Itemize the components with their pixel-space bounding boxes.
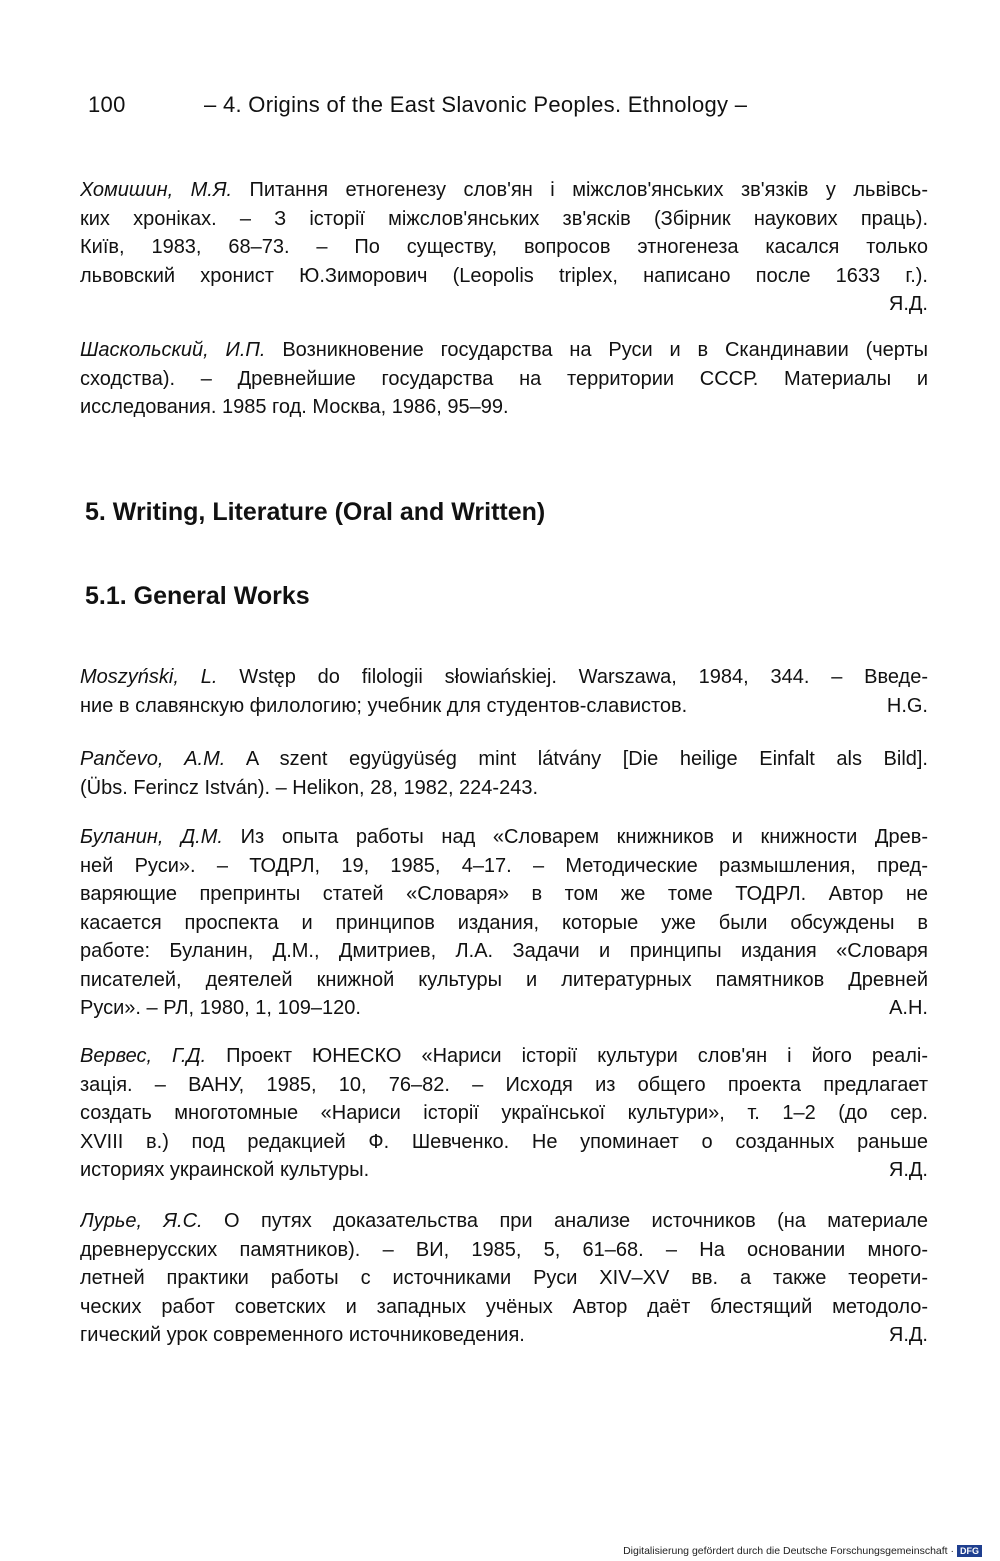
entry-text: Проект ЮНЕСКО «Нариси історії культури слов'ян і його реалі- <box>226 1045 928 1067</box>
entry-text: ческих работ советских и западных учёных Автор даёт блестящий методоло- <box>80 1295 928 1318</box>
entry-text: ние в славянскую филологию; учебник для студентов-славистов. <box>80 694 688 717</box>
reviewer-signature: Я.Д. <box>888 1324 928 1346</box>
entry-author: Хомишин, М.Я. <box>80 179 233 201</box>
entry-text: О путях доказательства при анализе источников (на материале <box>224 1210 928 1232</box>
bibliography-entry <box>80 663 928 720</box>
entry-text: Возникновение государства на Руси и в Скандинавии (черты <box>282 339 928 361</box>
entry-text: Київ, 1983, 68–73. – По существу, вопросов этногенеза касался только <box>80 236 928 258</box>
running-title: – 4. Origins of the East Slavonic Peoples. Ethnology – <box>204 92 748 117</box>
entry-author: Вервес, Г.Д. <box>80 1045 207 1067</box>
page-number: 100 <box>88 92 126 117</box>
bibliography-entry <box>80 823 928 1023</box>
reviewer-signature: H.G. <box>886 694 928 717</box>
entry-text: исследования. 1985 год. Москва, 1986, 95–99. <box>80 396 509 418</box>
entry-text: Питання етногенезу слов'ян і міжслов'янських зв'язків у львівсь- <box>249 179 928 201</box>
entry-text: сходства). – Древнейшие государства на территории СССР. Материалы и <box>80 367 928 390</box>
entry-author: Шаскольский, И.П. <box>80 339 266 361</box>
entry-author: Pančevo, A.M. <box>80 748 226 770</box>
bibliography-entry <box>80 176 928 319</box>
footer-text: Digitalisierung gefördert durch die Deutsche Forschungsgemeinschaft · <box>623 1545 954 1557</box>
bibliography-entry <box>80 1207 928 1350</box>
entry-text: Руси». – РЛ, 1980, 1, 109–120. <box>80 997 361 1019</box>
entry-text: Из опыта работы над «Словарем книжников и книжности Древ- <box>240 826 928 848</box>
entry-text: историях украинской культуры. <box>80 1159 370 1181</box>
entry-text: (Übs. Ferincz István). – Helikon, 28, 1982, 224-243. <box>80 776 539 799</box>
bibliography-entry <box>80 1042 928 1185</box>
subsection-heading: 5.1. General Works <box>85 582 310 610</box>
dfg-logo: DFG <box>957 1545 982 1557</box>
entry-author: Буланин, Д.М. <box>80 826 223 848</box>
bibliography-entry <box>80 336 928 422</box>
reviewer-signature: А.Н. <box>889 997 928 1019</box>
entry-text: ких хроніках. – З історії міжслов'янських зв'ясків (Збірник наукових праць). <box>80 207 928 230</box>
entry-text: гический урок современного источниковедения. <box>80 1324 525 1346</box>
entry-text: касается проспекта и принципов издания, которые уже были обсуждены в <box>80 911 928 934</box>
bibliography-entry <box>80 745 928 802</box>
entry-text: писателей, деятелей книжной культуры и литературных памятников Древней <box>80 968 928 991</box>
reviewer-signature: Я.Д. <box>888 1159 928 1181</box>
entry-text: варяющие препринты статей «Словаря» в том же томе ТОДРЛ. Автор не <box>80 883 928 905</box>
digitization-footer <box>623 1545 982 1557</box>
entry-text: зація. – ВАНУ, 1985, 10, 76–82. – Исходя из общего проекта предлагает <box>80 1073 928 1096</box>
entry-text: летней практики работы с источниками Руси XIV–XV вв. а также теорети- <box>80 1267 928 1289</box>
reviewer-signature: Я.Д. <box>888 293 928 315</box>
entry-author: Лурье, Я.С. <box>80 1210 203 1232</box>
entry-text: создать многотомные «Нариси історії української культури», т. 1–2 (до сер. <box>80 1102 928 1124</box>
section-heading: 5. Writing, Literature (Oral and Written) <box>85 498 546 526</box>
running-header <box>88 92 747 118</box>
entry-text: XVIII в.) под редакцией Ф. Шевченко. Не упоминает о созданных раньше <box>80 1130 928 1153</box>
entry-text: работе: Буланин, Д.М., Дмитриев, Л.А. Задачи и принципы издания «Словаря <box>80 940 928 962</box>
entry-author: Moszyński, L. <box>80 666 218 688</box>
entry-text: A szent együgyüség mint látvány [Die heilige Einfalt als Bild]. <box>245 748 928 770</box>
entry-text: Wstęp do filologii słowiańskiej. Warszawa, 1984, 344. – Введе- <box>239 666 928 688</box>
entry-text: львовский хронист Ю.Зиморович (Leopolis triplex, написано после 1633 г.). <box>80 264 928 287</box>
entry-text: древнерусских памятников). – ВИ, 1985, 5, 61–68. – На основании много- <box>80 1238 928 1261</box>
entry-text: ней Руси». – ТОДРЛ, 19, 1985, 4–17. – Методические размышления, пред- <box>80 854 928 877</box>
